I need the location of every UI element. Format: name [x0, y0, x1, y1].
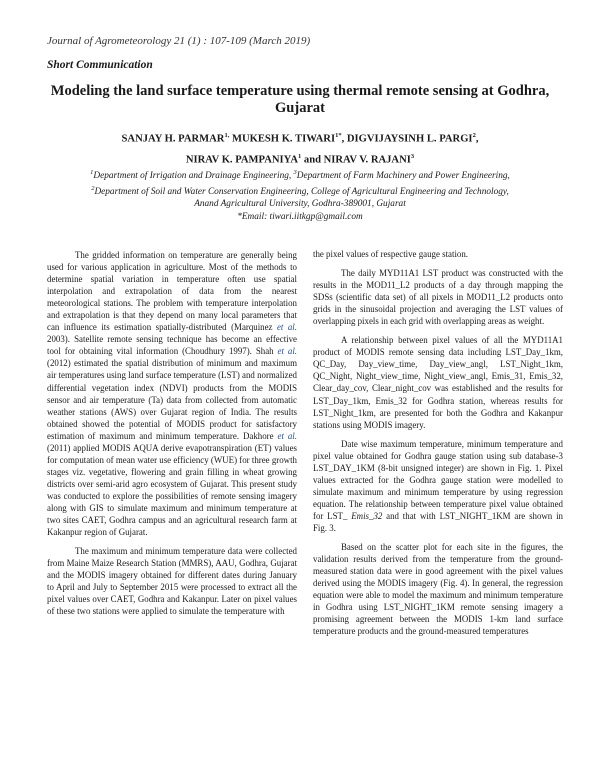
affiliation-marker: 1 — [90, 169, 94, 176]
author-name: , DIGVIJAYSINH L. PARGI — [341, 133, 473, 145]
paper-title: Modeling the land surface temperature using thermal remote sensing at Godhra, Gujarat — [50, 83, 550, 116]
affiliation-marker: 2 — [91, 184, 95, 192]
affiliation-line-1 — [40, 167, 560, 183]
body-paragraph — [47, 249, 297, 538]
affiliations — [40, 167, 560, 224]
body-paragraph: The daily MYD11A1 LST product was constructed with the results in the MOD11_L2 products of a day through mapping the SDSs (scientific data set) of all pixels in MOD11_L2 products onto grids in the sinusoidal projection and averaging the LST values of overlapping pixels in each grid with overlapping areas as weight. — [313, 268, 563, 327]
author-separator: , — [475, 133, 479, 145]
variable-name: Emis_32 — [351, 510, 383, 521]
affiliation-marker: 3 — [293, 169, 297, 176]
left-column — [47, 249, 297, 624]
paragraph-text: (2011) applied MODIS AQUA derive evapotranspiration (ET) values for computation of mean water use efficiency (WUE) for three growth stages viz. vegetative, flowering and grain filling in wheat growing districts over semi-arid agro ecosystem of Gujarat. This present study was conducted to explore the possibilities of remote sensing imagery along with GIS to simulate maximum and minimum temperature at two sites CAET, Godhra campus and an agricultural research farm at Kakanpur region of Gujarat. — [47, 442, 297, 538]
body-paragraph: The maximum and minimum temperature data were collected from Maine Maize Research Station (MMRS), AAU, Godhra, Gujarat and the MODIS imagery obtained for different dates during January to April and July to September 2015 were processed to extract all the pixel values over CAET, Godhra and Kakanpur. Later on pixel values of these two stations were applied to simulate the temperature with — [47, 546, 297, 617]
author-affiliation-marker: 2 — [472, 132, 476, 139]
author-affiliation-marker: 1* — [335, 132, 342, 139]
citation-link[interactable]: et al. — [277, 430, 297, 441]
affiliation-line-2 — [40, 183, 560, 199]
author-line-2 — [40, 148, 560, 169]
paragraph-text: Date wise maximum temperature, minimum temperature and pixel value obtained for Godhra gauge station using sub database-3 LST_DAY_1KM (8-bit unsigned integer) are shown in Fig. 1. Pixel values extracted for the Godhra gauge station were modelled to simulate maximum and minimum temperature by using regression equation. The relationship between temperature pixel value obtained for LST_ — [313, 438, 563, 521]
affiliation-text: Department of Farm Machinery and Power Engineering, — [296, 171, 510, 182]
body-paragraph: A relationship between pixel values of all the MYD11A1 product of MODIS remote sensing data including LST_Day_1km, QC_Day, Day_view_time, Day_view_angl, LST_Night_1km, QC_Night, Night_view_time, Night_view_angl, Emis_31, Emis_32, Clear_day_cov, Clear_night_cov was established and the results for LST_Day_1km, Emis_32 for Godhra station, whereas results for LST_Night_1km, are presented for both the Godhra and Kakanpur stations using MODIS imagery. — [313, 335, 563, 430]
right-column — [313, 248, 563, 644]
author-affiliation-marker: 1, — [224, 132, 230, 139]
author-name: and NIRAV V. RAJANI — [301, 154, 411, 166]
affiliation-line-3: Anand Agricultural University, Godhra-389001, Gujarat — [194, 199, 406, 210]
journal-citation: Journal of Agrometeorology 21 (1) : 107-109 (March 2019) — [47, 35, 311, 47]
affiliation-text: Department of Irrigation and Drainage Engineering, — [93, 171, 294, 182]
section-label: Short Communication — [47, 59, 153, 71]
author-affiliation-marker: 1 — [298, 152, 302, 160]
author-name: SANJAY H. PARMAR — [121, 133, 225, 145]
paragraph-text: The gridded information on temperature are generally being used for various application in agriculture. Most of the methods to determine spatial variation in temperature often use spatial interpolation and extrapolation of data from the nearest meteorological stations. The problem with temperature interpolation and extrapolation is that they depend on many local parameters that can influence its estimation spatially-distributed (Marquinez — [47, 250, 297, 333]
author-name: MUKESH K. TIWARI — [229, 133, 336, 145]
corresponding-email: *Email: tiwari.iitkgp@gmail.com — [237, 211, 363, 222]
citation-link[interactable]: et al. — [276, 322, 297, 333]
paragraph-text: (2012) estimated the spatial distribution of minimum and maximum air temperatures using land surface temperature (LST) and normalized differential vegetation index (NDVI) products from the MODIS sensor and air temperature (Ta) data from collected from automatic weather stations (AWS) over Gujarat region of India. The results obtained showed the potential of MODIS product for satisfactory estimation of maximum and minimum temperature. Dakhore — [47, 358, 297, 441]
body-paragraph: Based on the scatter plot for each site in the figures, the validation results derived from the temperature from the ground-measured station data were in good agreement with the pixel values derived using the MODIS imagery (Fig. 4). In general, the regression equation were able to model the maximum and minimum temperature in Godhra using LST_NIGHT_1KM remote sensing imagery a promising agreement between the MODIS 1-km land surface temperature products and the ground-measured temperatures — [313, 542, 563, 637]
author-affiliation-marker: 3 — [410, 152, 415, 160]
body-paragraph — [313, 438, 563, 534]
paragraph-text: 2003). Satellite remote sensing technique has become an effective tool for obtaining vital information (Choudhury 1997). Shah — [47, 334, 297, 357]
paragraph-text: and that with LST_NIGHT_1KM are shown in Fig. 3. — [313, 510, 563, 533]
citation-link[interactable]: et al. — [277, 346, 298, 357]
body-paragraph: the pixel values of respective gauge station. — [313, 249, 469, 259]
affiliation-text: Department of Soil and Water Conservation Engineering, College of Agricultural Engineering and Technology, — [94, 186, 509, 197]
author-line-1 — [40, 127, 560, 148]
author-name: NIRAV K. PAMPANIYA — [185, 154, 298, 166]
author-list — [40, 127, 560, 168]
